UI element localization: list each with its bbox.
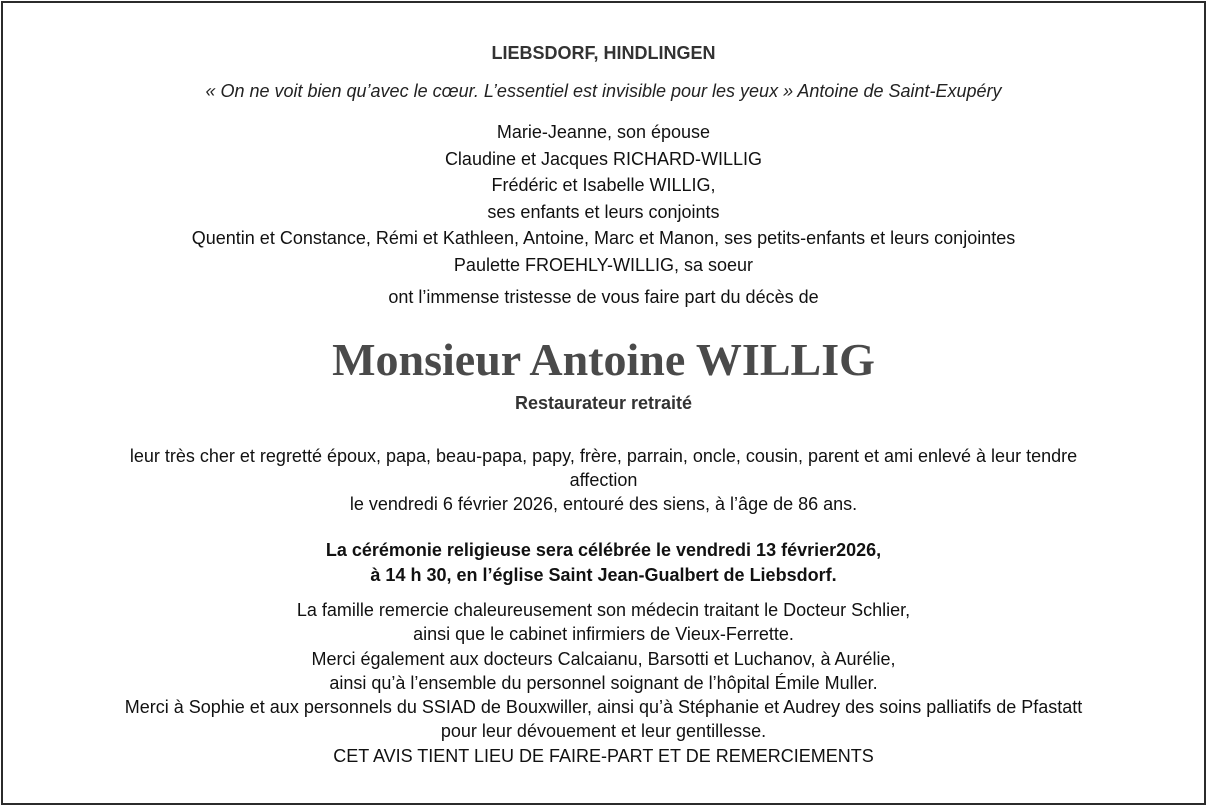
family-line: Claudine et Jacques RICHARD-WILLIG [444,148,763,169]
deceased-name: Monsieur Antoine WILLIG [332,334,875,385]
family-line: Quentin et Constance, Rémi et Kathleen, Antoine, Marc et Manon, ses petits-enfants et leurs conjointes [191,228,1016,249]
thanks-line: pour leur dévouement et leur gentillesse. [440,721,767,742]
bio-paragraph [53,444,1154,516]
thanks-line: ainsi que le cabinet infirmiers de Vieux-Ferrette. [413,624,794,645]
quote-line: « On ne voit bien qu’avec le cœur. L’essentiel est invisible pour les yeux » Antoine de Saint-Exupéry [205,81,1002,101]
thanks-line: La famille remercie chaleureusement son médecin traitant le Docteur Schlier, [296,600,911,620]
family-line: ses enfants et leurs conjoints [487,201,720,222]
notice-frame [1,1,1206,805]
bio-line: leur très cher et regretté époux, papa, beau-papa, papy, frère, parrain, oncle, cousin, parent et ami enlevé à leur tendre [129,446,1078,466]
location-heading: LIEBSDORF, HINDLINGEN [491,43,716,63]
bio-line: le vendredi 6 février 2026, entouré des siens, à l’âge de 86 ans. [349,494,858,514]
deceased-profession: Restaurateur retraité [514,393,693,413]
ceremony-line: à 14 h 30, en l’église Saint Jean-Gualbert de Liebsdorf. [370,565,837,585]
thanks-line: Merci également aux docteurs Calcaianu, Barsotti et Luchanov, à Aurélie, [311,648,896,669]
family-line: Frédéric et Isabelle WILLIG, [491,175,716,196]
family-line: Paulette FROEHLY-WILLIG, sa soeur [453,254,754,275]
thanks-line: ainsi qu’à l’ensemble du personnel soignant de l’hôpital Émile Muller. [329,672,878,693]
announcement-intro: ont l’immense tristesse de vous faire part du décès de [388,287,819,307]
ceremony-line: La cérémonie religieuse sera célébrée le vendredi 13 février2026, [325,540,882,560]
family-line: Marie-Jeanne, son épouse [496,122,711,142]
bio-line: affection [569,470,638,490]
ceremony-info [3,538,1204,588]
family-list [3,119,1204,279]
thanks-section [3,598,1204,768]
thanks-line: CET AVIS TIENT LIEU DE FAIRE-PART ET DE REMERCIEMENTS [333,745,874,766]
thanks-line: Merci à Sophie et aux personnels du SSIAD de Bouxwiller, ainsi qu’à Stéphanie et Audrey des soins palliatifs de Pfastatt [124,697,1083,718]
